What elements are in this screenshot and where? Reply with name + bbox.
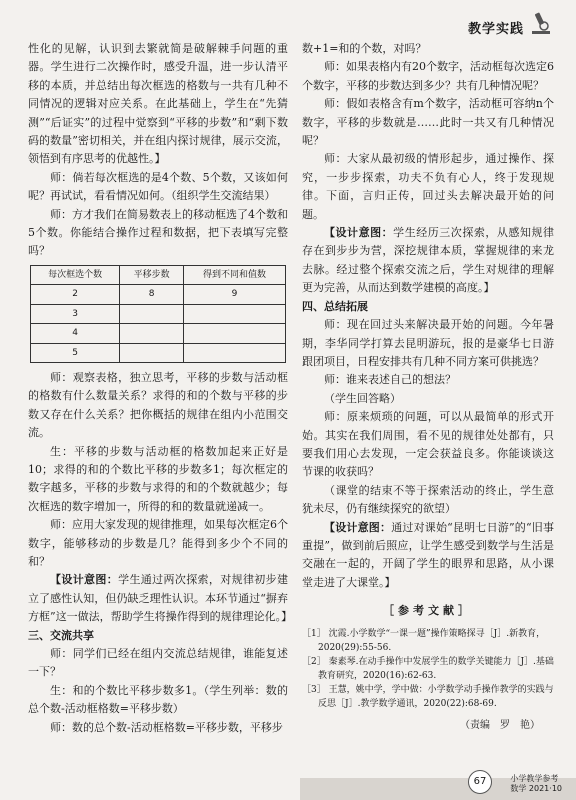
paragraph: 生：平移的步数与活动框的格数加起来正好是10；求得的和的个数比平移的步数多1；每次框定的数字越多，平移的步数与求得的和的个数就越少；每次框选的数字增加一，所得的和的数量就递减一。 [28,444,288,513]
right-column [302,40,554,735]
section-title: 教学实践 [467,22,524,37]
design-intent-paragraph [302,224,554,298]
table-header: 得到不同和值数 [183,265,285,284]
design-intent-text: 学生通过两次探索，对规律初步建立了感性认知，但仍缺乏理性认识。本环节通过“摒弃方框”这一做法，帮助学生将操作得到的规律理论化。】 [28,573,293,624]
table-cell: 9 [183,285,285,304]
table-header: 平移步数 [120,265,184,284]
paragraph: 师：应用大家发现的规律推理，如果每次框定6个数字，能够移动的步数是几？能得到多少个不同的和？ [28,518,288,568]
pattern-table [30,265,286,363]
table-cell [120,343,184,362]
table-cell [183,324,285,343]
reference-item: ［2］ 秦素琴.在动手操作中发展学生的数学关键能力［J］.基础教育研究，2020(16):62-63. [302,656,554,681]
paragraph: 师：同学们已经在组内交流总结规律，谁能复述一下？ [28,647,288,679]
table-cell: 4 [31,324,120,343]
left-column [28,40,293,737]
design-intent-label: 【设计意图： [50,573,119,587]
design-intent-label: 【设计意图： [324,520,392,534]
paragraph: 师：方才我们在简易数表上的移动框选了4个数和5个数。你能结合操作过程和数据，把下表填写完整吗？ [28,207,288,258]
section-heading: 四、总结拓展 [302,299,368,313]
editor-credit: （责编 罗 艳） [460,719,540,731]
paragraph: 生：和的个数比平移步数多1。（学生列举：数的总个数-活动框格数=平移步数） [28,683,288,716]
table-cell [120,324,184,343]
paragraph: 师：如果表格内有20个数字，活动框每次选定6个数字，平移的步数达到多少？共有几种情况呢？ [302,60,554,92]
design-intent-label: 【设计意图： [324,226,394,240]
design-intent-paragraph [302,519,554,593]
paragraph: 师：假如表格含有m个数字，活动框可容纳n个数字，平移的步数就是……此时一共又有几种情况呢？ [302,97,554,148]
table-header-row [31,265,286,284]
paragraph: 师：大家从最初级的情形起步，通过操作、探究，一步步探索，功夫不负有心人，终于发现规律。下面，言归正传，回过头去解决最开始的问题。 [302,152,554,221]
table-row [31,324,286,343]
table-cell: 2 [31,285,120,304]
page-number: 67 [468,770,492,794]
table-cell [183,343,285,362]
table-cell [183,304,285,323]
paragraph: 师：原来烦琐的问题，可以从最简单的形式开始。其实在我们周围，看不见的规律处处都有，只要我们用心去发现，一定会获益良多。你能谈谈这节课的收获吗？ [302,410,554,479]
paragraph: （课堂的结束不等于探索活动的终止，学生意犹未尽，仍有继续探究的欲望） [302,483,554,516]
reference-item: ［3］ 王慧，姚中学，学中做：小学数学动手操作教学的实践与反思［J］.教学数学通讯，2020(22):68-69. [302,684,554,709]
design-intent-text: 学生经历三次探索，从感知规律存在到步步为营，深挖规律本质，掌握规律的来龙去脉。经过整个探索交流之后，学生对规律的理解更为完善，从而达到数学建模的高度。】 [302,226,555,295]
table-header: 每次框选个数 [31,265,120,284]
table-row [31,285,286,304]
magazine-issue: 数学 2021·10 [510,784,562,793]
microscope-icon [526,10,556,36]
references-title: ［参考文献］ [383,604,473,618]
paragraph: （学生回答略） [324,391,401,405]
magazine-info [510,774,562,794]
paragraph: 性化的见解，认识到去繁就简是破解棘手问题的重器。学生进行二次操作时，感受升温，进一步认清平移的本质，并总结出每次框选的格数与一共有几种不同情况的逻辑对应关系。在此基础上，学生在“先猜测”“后证实”的过程中觉察到“平移的步数”和“剩下数码的数量”密切相关，并在组内探讨规律，展示交流，领悟到有序思考的优越性。】 [28,42,288,166]
table-row [31,343,286,362]
paragraph: 师：数的总个数-活动框格数=平移步数，平移步 [50,720,283,734]
design-intent-text: 通过对课始“昆明七日游”的“旧事重提”，做到前后照应，让学生感受到数学与生活是交融在一起的，开阔了学生的眼界和思路，从小课堂走进了大课堂。】 [302,520,555,589]
table-cell: 3 [31,304,120,323]
table-row [31,304,286,323]
table-cell: 5 [31,343,120,362]
paragraph: 师：观察表格，独立思考，平移的步数与活动框的格数有什么数量关系？求得的和的个数与平移的步数又存在什么关系？把你概括的规律在组内小范围交流。 [28,370,288,440]
reference-item: ［1］ 沈霞.小学数学“一课一题”操作策略探寻［J］.新教育，2020(29):55-56. [302,628,546,653]
paragraph: 数+1=和的个数，对吗？ [302,42,427,55]
magazine-name: 小学教学参考 [510,774,559,783]
section-heading: 三、交流共享 [28,628,94,642]
table-cell: 8 [120,285,184,304]
table-cell [120,304,184,323]
paragraph: 师：倘若每次框选的是4个数、5个数，又该如何呢？再试试，看看情况如何。（组织学生交流结果） [28,170,288,203]
design-intent-paragraph [28,571,293,626]
paragraph: 师：现在回过头来解决最开始的问题。今年暑期，李华同学打算去昆明游玩，报的是豪华七日游跟团项目，日程安排共有几种不同方案可供挑选？ [302,318,554,368]
paragraph: 师：谁来表述自己的想法？ [324,373,456,387]
